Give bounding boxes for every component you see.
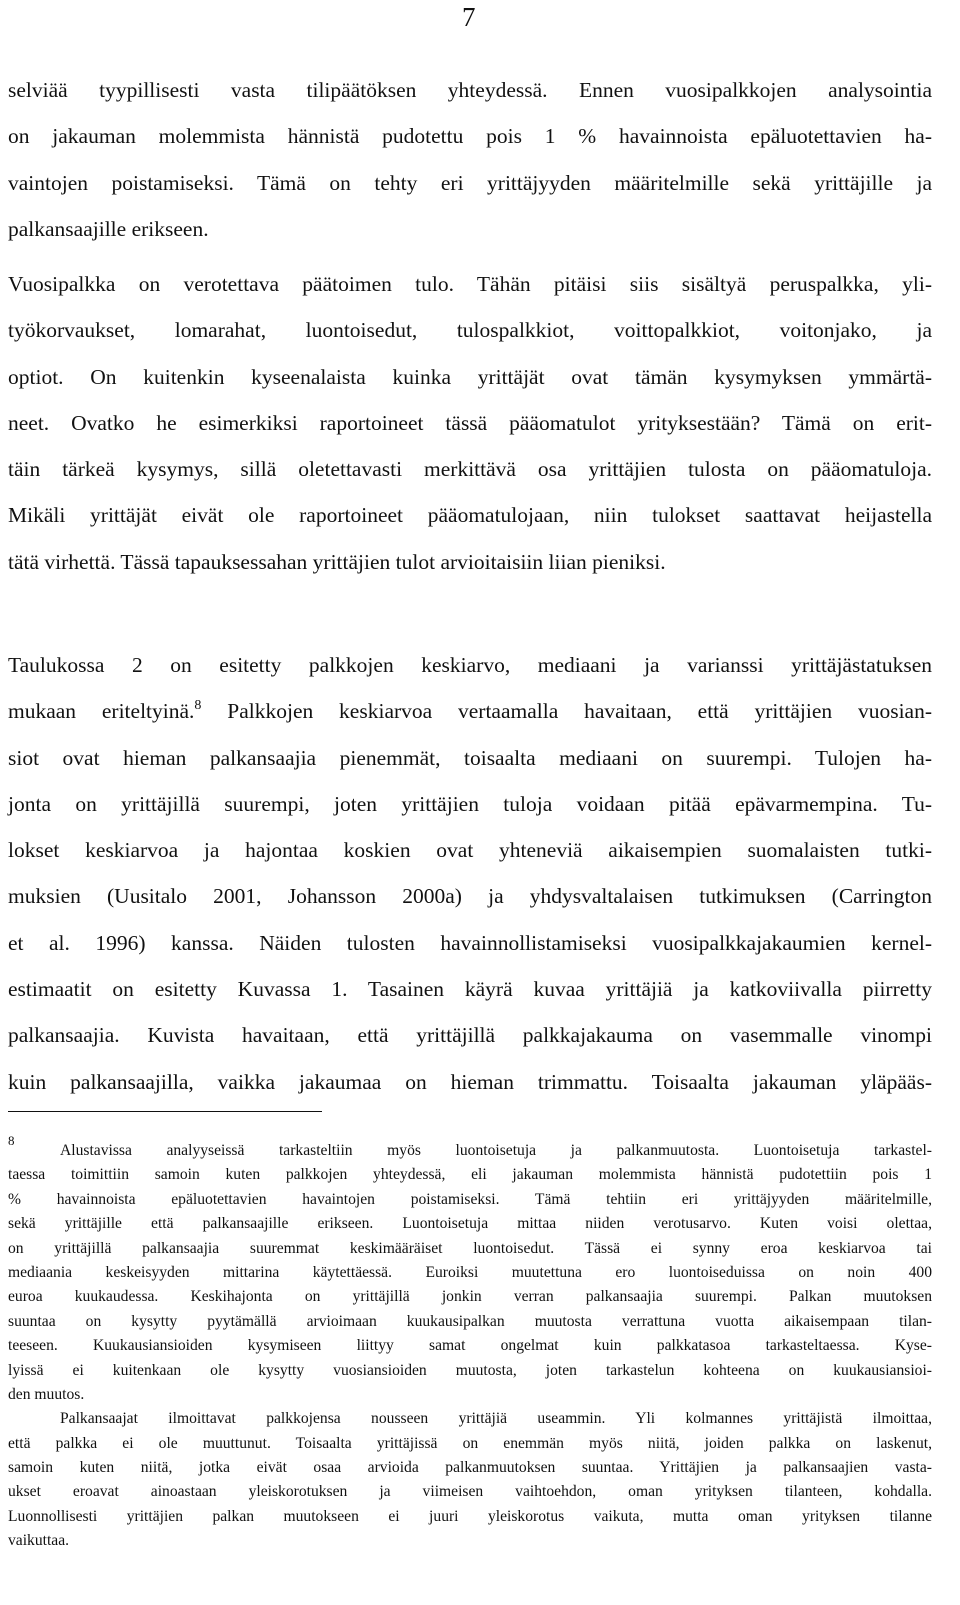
text-line: neet. Ovatko he esimerkiksi raportoineet tässä pääomatulot yrityksestään? Tämä on erit- xyxy=(8,410,932,435)
text-line: palkansaajille erikseen. xyxy=(8,216,209,241)
footnote-line: on yrittäjillä palkansaajia suuremmat keskimääräiset luontoisedut. Tässä ei synny eroa keskiarvoa tai xyxy=(8,1239,932,1257)
text-line: tätä virhettä. Tässä tapauksessahan yrittäjien tulot arvioitaisiin liian pieniksi. xyxy=(8,549,666,574)
text-line: jonta on yrittäjillä suurempi, joten yrittäjien tuloja voidaan pitää epävarmempina. Tu- xyxy=(8,791,932,816)
footnote-line: Luonnollisesti yrittäjien palkan muutokseen ei juuri yleiskorotus vaikuta, mutta oman yrityksen tilanne xyxy=(8,1507,932,1525)
paragraph-2 xyxy=(8,261,932,585)
text-line: estimaatit on esitetty Kuvassa 1. Tasainen käyrä kuvaa yrittäjiä ja katkoviivalla piirretty xyxy=(8,977,932,1002)
text-fragment: Palkkojen keskiarvoa vertaamalla havaitaan, että yrittäjien vuosian- xyxy=(201,699,932,724)
footnote-line: että palkka ei ole muuttunut. Toisaalta yrittäjissä on enemmän myös niitä, joiden palkka on laskenut, xyxy=(8,1434,932,1452)
footnote xyxy=(8,1133,932,1554)
text-line: selviää tyypillisesti vasta tilipäätöksen yhteydessä. Ennen vuosipalkkojen analysointia xyxy=(8,78,932,102)
text-line: työkorvaukset, lomarahat, luontoisedut, tulospalkkiot, voittopalkkiot, voitonjako, ja xyxy=(8,318,932,343)
footnote-line: taessa toimittiin samoin kuten palkkojen yhteydessä, eli jakauman molemmista hännistä pudotettiin pois 1 xyxy=(8,1166,932,1184)
text-line: kuin palkansaajilla, vaikka jakaumaa on hieman trimmattu. Toisaalta jakauman yläpääs- xyxy=(8,1069,932,1094)
footnote-marker: 8 xyxy=(8,1133,15,1148)
footnote-separator xyxy=(8,1111,322,1112)
text-line: Taulukossa 2 on esitetty palkkojen keskiarvo, mediaani ja varianssi yrittäjästatuksen xyxy=(8,653,932,677)
footnote-line: Palkansaajat ilmoittavat palkkojensa nousseen yrittäjiä useammin. Yli kolmannes yrittäjistä ilmoittaa, xyxy=(60,1410,932,1428)
footnote-line: suuntaa on kysytty pyytämällä arvioimaan kuukausipalkan muutosta verrattuna vuotta aikaisempaan tilan- xyxy=(8,1312,932,1330)
footnote-line: sekä yrittäjille että palkansaajille erikseen. Luontoisetuja mittaa niiden verotusarvo. Kuten voisi olettaa, xyxy=(8,1215,932,1233)
paragraph-1 xyxy=(8,67,932,252)
footnote-line: lyissä ei kuitenkaan ole kysytty vuosiansioiden muutosta, joten tarkastelun kohteena on kuukausiansioi- xyxy=(8,1361,932,1379)
footnote-line: samoin kuten niitä, jotka eivät osaa arvioida palkanmuutoksen suuntaa. Yrittäjien ja palkansaajien vasta- xyxy=(8,1459,932,1477)
footnote-line: euroa kuukaudessa. Keskihajonta on yrittäjillä jonkin verran palkansaajia suurempi. Palkan muutoksen xyxy=(8,1288,932,1306)
footnote-line: vaikuttaa. xyxy=(8,1532,70,1550)
footnote-line: den muutos. xyxy=(8,1385,85,1403)
text-line: muksien (Uusitalo 2001, Johansson 2000a) ja yhdysvaltalaisen tutkimuksen (Carrington xyxy=(8,884,932,909)
footnote-line: Alustavissa analyyseissä tarkasteltiin myös luontoisetuja ja palkanmuutosta. Luontoisetuja tarkastel- xyxy=(60,1142,932,1159)
footnote-reference[interactable]: 8 xyxy=(194,698,202,714)
page-number: 7 xyxy=(462,2,476,32)
footnote-line: % havainnoista epäluotettavien havaintojen poistamiseksi. Tämä tehtiin eri yrittäjyyden määritelmille, xyxy=(8,1190,932,1208)
text-line-with-footnote xyxy=(8,688,932,734)
text-line: täin tärkeä kysymys, sillä oletettavasti merkittävä osa yrittäjien tulosta on pääomatuloja. xyxy=(8,457,932,482)
text-fragment: mukaan eriteltyinä. xyxy=(8,699,195,724)
text-line: Mikäli yrittäjät eivät ole raportoineet pääomatulojaan, niin tulokset saattavat heijastella xyxy=(8,503,932,528)
text-line: vaintojen poistamiseksi. Tämä on tehty eri yrittäjyyden määritelmille sekä yrittäjille ja xyxy=(8,170,932,195)
footnote-line: mediaania keskeisyyden mittarina käytettäessä. Euroiksi muutettuna ero luontoiseduissa on noin 400 xyxy=(8,1263,932,1281)
text-line: lokset keskiarvoa ja hajontaa koskien ovat yhteneviä aikaisempien suomalaisten tutki- xyxy=(8,838,932,863)
text-line: palkansaajia. Kuvista havaitaan, että yrittäjillä palkkajakauma on vasemmalle vinompi xyxy=(8,1023,932,1048)
footnote-line: ukset eroavat ainoastaan yleiskorotuksen ja viimeisen vaihtoehdon, oman yrityksen tilanteen, kohdalla. xyxy=(8,1483,932,1501)
text-line: optiot. On kuitenkin kyseenalaista kuinka yrittäjät ovat tämän kysymyksen ymmärtä- xyxy=(8,364,932,389)
text-line: siot ovat hieman palkansaajia pienemmät, toisaalta mediaani on suurempi. Tulojen ha- xyxy=(8,745,932,770)
text-line: et al. 1996) kanssa. Näiden tulosten havainnollistamiseksi vuosipalkkajakaumien kernel- xyxy=(8,930,932,955)
text-line: Vuosipalkka on verotettava päätoimen tulo. Tähän pitäisi siis sisältyä peruspalkka, yli- xyxy=(8,272,932,296)
footnote-line: teeseen. Kuukausiansioiden kysymiseen liittyy samat ongelmat kuin palkkatasoa tarkasteltaessa. Kyse- xyxy=(8,1337,932,1355)
paragraph-3 xyxy=(8,642,932,1105)
text-line: on jakauman molemmista hännistä pudotettu pois 1 % havainnoista epäluotettavien ha- xyxy=(8,124,932,149)
